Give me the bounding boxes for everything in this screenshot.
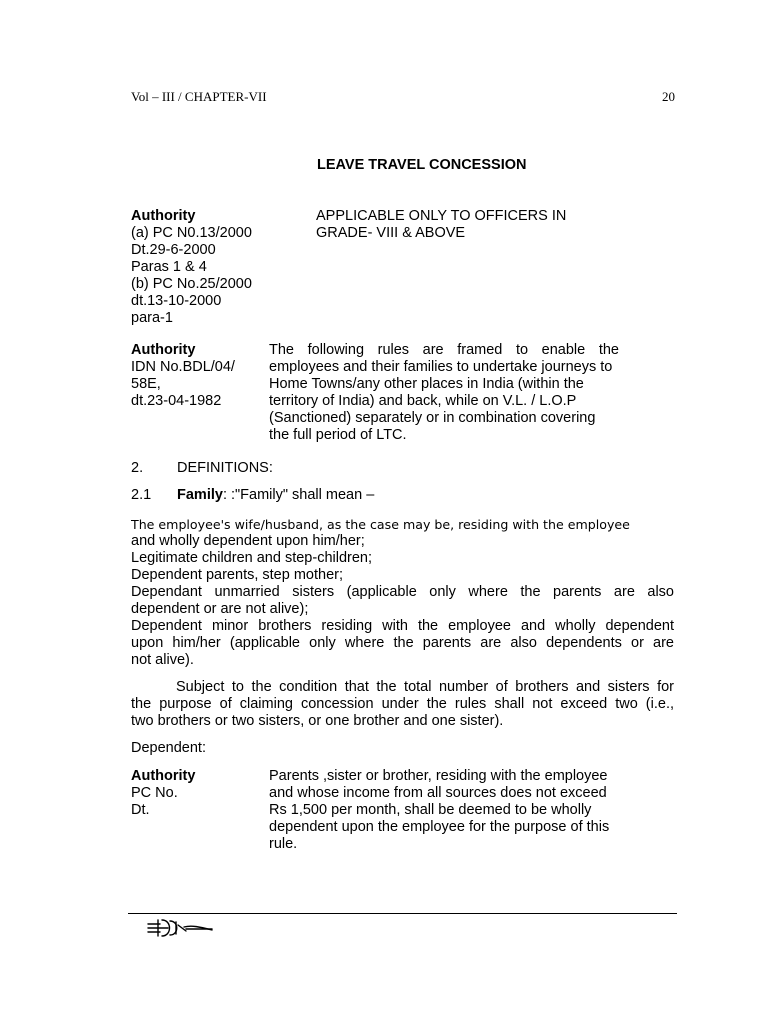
authority-line: para-1 [131, 310, 173, 326]
dependent-label: Dependent: [131, 740, 206, 756]
family-definition-heading [177, 487, 374, 504]
rules-intro-line: Home Towns/any other places in India (within the [269, 376, 584, 392]
family-definition: : :"Family" shall mean – [222, 487, 375, 503]
siblings-condition-line: the purpose of claiming concession under the rules shall not exceed two (i.e., [131, 696, 674, 712]
rules-intro-text [269, 342, 619, 444]
family-item: Dependant unmarried sisters (applicable only where the parents are also [131, 584, 674, 600]
applicability-note [316, 208, 566, 242]
authority-line: PC No. [131, 785, 178, 801]
authority-line: dt.23-04-1982 [131, 393, 222, 409]
authority-line: (b) PC No.25/2000 [131, 276, 252, 292]
dependent-definition-line: dependent upon the employee for the purpose of this [269, 819, 610, 835]
rules-intro-line: employees and their families to undertake journeys to [269, 359, 613, 375]
dependent-definition-text [269, 768, 639, 853]
applicability-line: GRADE- VIII & ABOVE [316, 225, 466, 241]
authority-line: Dt.29-6-2000 [131, 242, 216, 258]
rules-intro-line: the full period of LTC. [269, 427, 407, 443]
authority-block-2 [131, 342, 235, 410]
rules-intro-line: territory of India) and back, while on V.L. / L.O.P [269, 393, 577, 409]
family-item: Legitimate children and step-children; [131, 550, 372, 566]
family-item: Dependent parents, step mother; [131, 567, 343, 583]
siblings-condition-line: Subject to the condition that the total number of brothers and sisters for [176, 679, 674, 695]
dependent-definition-line: Parents ,sister or brother, residing with the employee [269, 768, 608, 784]
applicability-line: APPLICABLE ONLY TO OFFICERS IN [316, 208, 567, 224]
authority-line: 58E, [131, 376, 161, 392]
family-item: Dependent minor brothers residing with the employee and wholly dependent [131, 618, 674, 634]
section-number: 2. [131, 460, 144, 476]
authority-line: (a) PC N0.13/2000 [131, 225, 252, 241]
family-item: and wholly dependent upon him/her; [131, 533, 365, 549]
bdl-logo-icon [146, 917, 216, 939]
authority-line: IDN No.BDL/04/ [131, 359, 235, 375]
siblings-condition-line: two brothers or two sisters, or one brother and one sister). [131, 713, 504, 729]
page-title: LEAVE TRAVEL CONCESSION [317, 157, 527, 173]
family-item: upon him/her (applicable only where the parents are also dependents or are [131, 635, 674, 651]
authority-line: dt.13-10-2000 [131, 293, 222, 309]
dependent-definition-line: and whose income from all sources does not exceed [269, 785, 607, 801]
authority-heading: Authority [131, 208, 196, 224]
family-item: not alive). [131, 652, 194, 668]
dependent-definition-line: rule. [269, 836, 298, 852]
family-term: Family [177, 487, 223, 503]
family-item: dependent or are not alive); [131, 601, 309, 617]
chapter-header: Vol – III / CHAPTER-VII [131, 89, 267, 104]
authority-block-1 [131, 208, 252, 327]
authority-line: Dt. [131, 802, 150, 818]
authority-block-3 [131, 768, 195, 819]
rules-intro-line: (Sanctioned) separately or in combination covering [269, 410, 596, 426]
authority-heading: Authority [131, 342, 196, 358]
section-heading: DEFINITIONS: [177, 460, 273, 476]
family-item: The employee's wife/husband, as the case may be, residing with the employee [131, 517, 630, 532]
family-members-list [131, 516, 674, 669]
siblings-condition-paragraph [131, 679, 674, 730]
subsection-number: 2.1 [131, 487, 152, 503]
rules-intro-line: The following rules are framed to enable the [269, 342, 619, 358]
page-number: 20 [662, 89, 675, 104]
dependent-definition-line: Rs 1,500 per month, shall be deemed to be wholly [269, 802, 592, 818]
footer-divider [128, 913, 677, 914]
authority-line: Paras 1 & 4 [131, 259, 207, 275]
authority-heading: Authority [131, 768, 196, 784]
